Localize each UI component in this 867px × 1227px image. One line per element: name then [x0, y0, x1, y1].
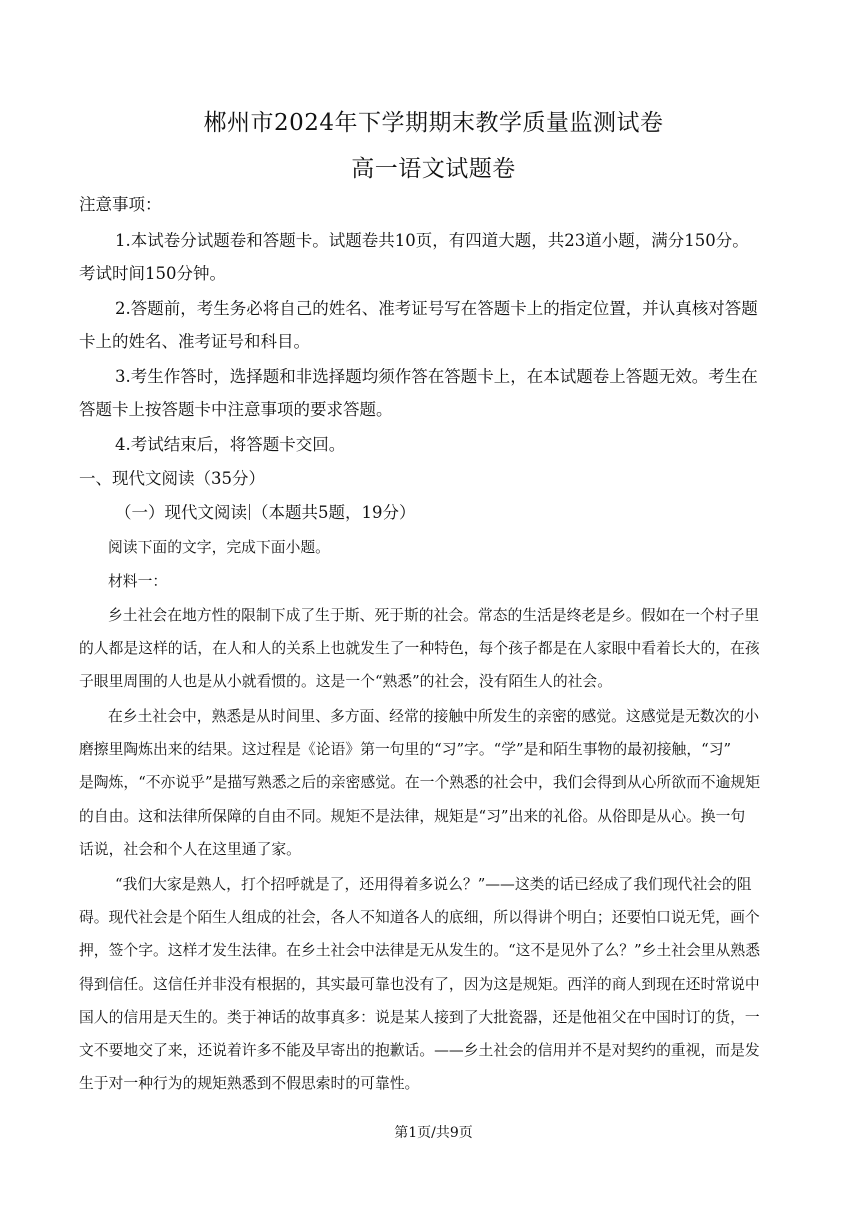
- page-number: 第1页/共9页: [394, 1125, 473, 1141]
- exam-subtitle: 高一语文试题卷: [351, 156, 516, 182]
- passage-line: 的自由。这和法律所保障的自由不同。规矩不是法律，规矩是“习”出来的礼俗。从俗即是从心。换一句: [79, 808, 746, 825]
- notice-item-1: 1.本试卷分试题卷和答题卡。试题卷共10页，有四道大题，共23道小题，满分150分。: [115, 231, 749, 250]
- passage-line: 文不要地交了来，还说着许多不能及早寄出的抱歉话。——乡土社会的信用并不是对契约的重视，而是发: [79, 1042, 760, 1059]
- passage-line: 碍。现代社会是个陌生人组成的社会，各人不知道各人的底细，所以得讲个明白；还要怕口说无凭，画个: [79, 909, 760, 926]
- passage-line: 在乡土社会中，熟悉是从时间里、多方面、经常的接触中所发生的亲密的感觉。这感觉是无数次的小: [108, 708, 760, 725]
- passage-line: 是陶炼，“不亦说乎”是描写熟悉之后的亲密感觉。在一个熟悉的社会中，我们会得到从心所欲而不逾规矩: [79, 774, 760, 791]
- notice-item-3: 3.考生作答时，选择题和非选择题均须作答在答题卡上，在本试题卷上答题无效。考生在: [115, 367, 758, 386]
- reading-instruction: 阅读下面的文字，完成下面小题。: [108, 539, 330, 556]
- passage-line: 磨擦里陶炼出来的结果。这过程是《论语》第一句里的“习”字。“学”是和陌生事物的最初接触，“习”: [79, 741, 732, 758]
- passage-line: 生于对一种行为的规矩熟悉到不假思索时的可靠性。: [79, 1075, 420, 1092]
- subsection-score: （本题共5题，19分）: [252, 503, 416, 522]
- passage-line: 子眼里周围的人也是从小就看惯的。这是一个“熟悉”的社会，没有陌生人的社会。: [79, 673, 613, 690]
- passage-line: 得到信任。这信任并非没有根据的，其实最可靠也没有了，因为这是规矩。西洋的商人到现在还时常说中: [79, 976, 760, 993]
- notice-item-2: 2.答题前，考生务必将自己的姓名、准考证号写在答题卡上的指定位置，并认真核对答题: [115, 299, 758, 318]
- passage-line: 押，签个字。这样才发生法律。在乡土社会中法律是无从发生的。“这不是见外了么？”乡土社会里从熟悉: [79, 942, 760, 959]
- subsection-heading: [115, 502, 416, 524]
- notice-item-3-cont: 答题卡上按答题卡中注意事项的要求答题。: [79, 400, 393, 419]
- passage-line: “我们大家是熟人，打个招呼就是了，还用得着多说么？”——这类的话已经成了我们现代社会的阻: [115, 876, 752, 893]
- passage-line: 国人的信用是天生的。类于神话的故事真多：说是某人接到了大批瓷器，还是他祖父在中国时订的货，一: [79, 1009, 760, 1026]
- notice-item-1-cont: 考试时间150分钟。: [79, 264, 226, 283]
- passage-line: 话说，社会和个人在这里通了家。: [79, 841, 301, 858]
- subsection-title: （一）现代文阅读: [115, 503, 247, 522]
- text-cursor: [249, 504, 250, 520]
- section-heading: 一、现代文阅读（35分）: [79, 469, 265, 488]
- notice-heading: 注意事项：: [79, 195, 162, 214]
- passage-line: 的人都是这样的话，在人和人的关系上也就发生了一种特色，每个孩子都是在人家眼中看着长大的，在孩: [79, 640, 760, 657]
- notice-item-4: 4.考试结束后，将答题卡交回。: [115, 435, 346, 454]
- notice-item-2-cont: 卡上的姓名、准考证号和科目。: [79, 332, 310, 351]
- passage-line: 乡土社会在地方性的限制下成了生于斯、死于斯的社会。常态的生活是终老是乡。假如在一个村子里: [108, 607, 760, 624]
- exam-title: 郴州市2024年下学期期末教学质量监测试卷: [203, 110, 664, 136]
- material-label: 材料一：: [108, 573, 168, 590]
